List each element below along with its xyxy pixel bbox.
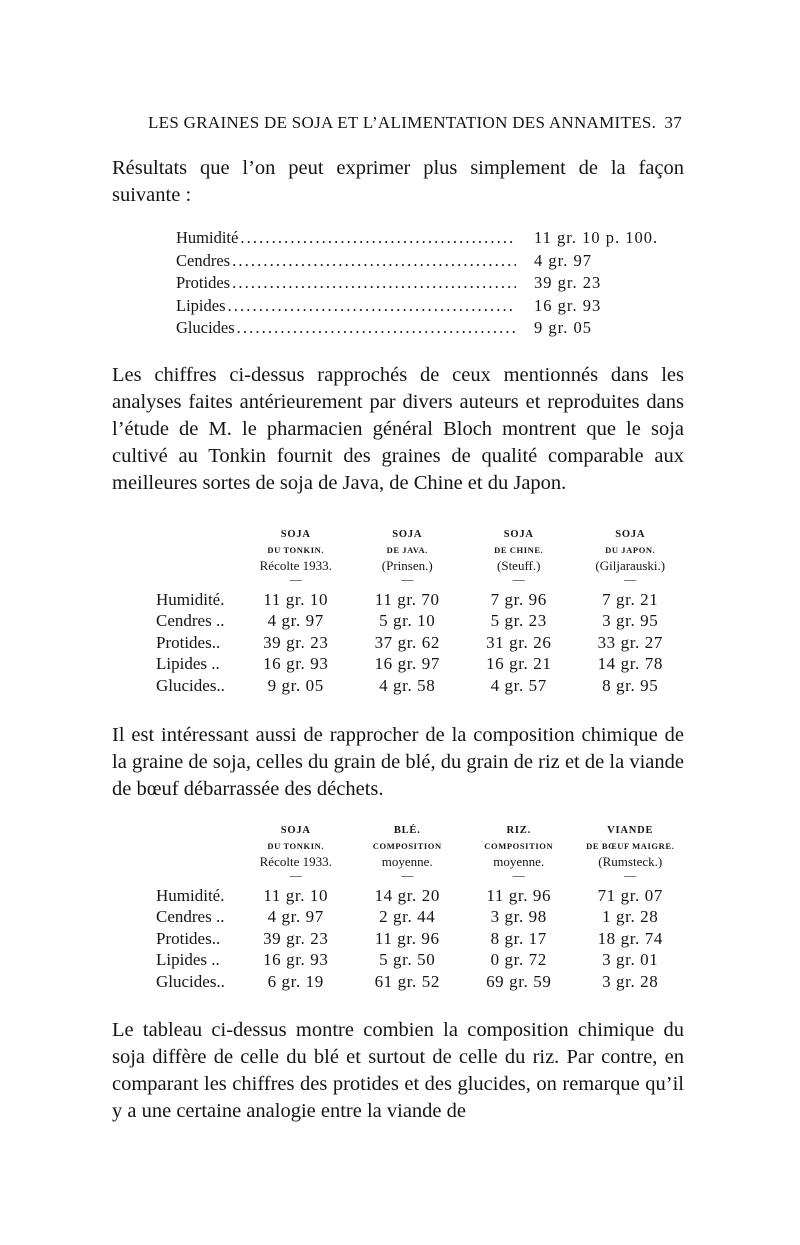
- table-row: [156, 633, 686, 655]
- column-source: moyenne.: [381, 854, 433, 869]
- table-row: [156, 972, 686, 994]
- column-source: moyenne.: [493, 854, 545, 869]
- dot-leader: [232, 272, 516, 295]
- table-cell: 61 gr. 52: [374, 971, 440, 991]
- running-header: [148, 113, 682, 133]
- column-header: [240, 823, 352, 880]
- column-title: SOJA: [280, 825, 311, 836]
- column-title: SOJA: [392, 529, 423, 540]
- column-dash: —: [289, 867, 302, 882]
- table-cell: 3 gr. 01: [602, 950, 659, 970]
- paragraph-conclusion: Le tableau ci-dessus montre combien la composition chimique du soja diffère de celle du blé et surtout de celle du riz. Par contre, en comparant les chiffres des protides et des glucides, on remarque qu’il y a une certaine analogie entre la viande de: [112, 1019, 684, 1122]
- column-title: SOJA: [503, 529, 534, 540]
- column-subtitle: DU TONKIN.: [267, 840, 325, 851]
- row-label: Cendres ..: [156, 611, 225, 631]
- table-cell: 5 gr. 23: [490, 611, 547, 631]
- dot-leader: [232, 250, 516, 273]
- table-cell: 11 gr. 10: [263, 589, 329, 609]
- list-label: Glucides: [176, 318, 235, 338]
- table-row: [156, 611, 686, 633]
- column-dash: —: [289, 571, 302, 586]
- dot-leader: [228, 295, 517, 318]
- table-cell: 14 gr. 78: [597, 654, 663, 674]
- list-value: 39 gr. 23: [534, 273, 602, 293]
- column-source: Récolte 1933.: [259, 854, 332, 869]
- column-dash: —: [401, 571, 414, 586]
- row-label: Glucides..: [156, 971, 225, 991]
- column-source: (Giljarauski.): [595, 558, 666, 573]
- table-row: [156, 654, 686, 676]
- column-header: [463, 823, 575, 880]
- column-title: VIANDE: [607, 825, 654, 836]
- paragraph-comparison: Les chiffres ci-dessus rapprochés de ceux mentionnés dans les analyses faites antérieurement par divers auteurs et reproduites dans l’étude de M. le pharmacien général Bloch montrent que le soja cultivé au Tonkin fournit des graines de qualité comparable aux meilleures sortes de soja de Java, de Chine et du Japon.: [112, 364, 684, 494]
- table-cell: 71 gr. 07: [597, 885, 663, 905]
- table-cell: 16 gr. 21: [486, 654, 552, 674]
- page-number: 37: [664, 113, 682, 132]
- table-cell: 37 gr. 62: [374, 632, 440, 652]
- table-cell: 8 gr. 17: [490, 928, 547, 948]
- table-row: [156, 929, 686, 951]
- column-source: (Prinsen.): [381, 558, 433, 573]
- row-label: Lipides ..: [156, 654, 220, 674]
- table-header-row: [156, 527, 686, 584]
- paragraph-interest: Il est intéressant aussi de rapprocher de la composition chimique de la graine de soja, celles du grain de blé, du grain de riz et de la viande de bœuf débarrassée des déchets.: [112, 724, 684, 800]
- list-row-cendres: [176, 250, 684, 273]
- list-row-lipides: [176, 295, 684, 318]
- list-label: Lipides: [176, 295, 226, 315]
- table-cell: 16 gr. 93: [263, 950, 329, 970]
- column-dash: —: [512, 867, 525, 882]
- table-cell: 4 gr. 57: [490, 675, 547, 695]
- dot-leader: [240, 227, 516, 250]
- soja-vs-foods-table: [156, 823, 686, 993]
- table-body: [156, 886, 686, 994]
- table-row: [156, 590, 686, 612]
- column-dash: —: [624, 867, 637, 882]
- table-cell: 5 gr. 10: [379, 611, 436, 631]
- column-title: RIZ.: [506, 825, 531, 836]
- column-source: Récolte 1933.: [259, 558, 332, 573]
- table-cell: 39 gr. 23: [263, 928, 329, 948]
- row-label: Protides..: [156, 928, 221, 948]
- table-cell: 1 gr. 28: [602, 907, 659, 927]
- table-cell: 6 gr. 19: [267, 971, 324, 991]
- list-row-humidite: [176, 227, 684, 250]
- column-subtitle: DU JAPON.: [605, 544, 656, 555]
- list-value: 11 gr. 10 p. 100.: [534, 228, 659, 247]
- column-header: [240, 527, 352, 584]
- table-cell: 3 gr. 98: [490, 907, 547, 927]
- table-cell: 18 gr. 74: [597, 928, 663, 948]
- table-cell: 31 gr. 26: [486, 632, 552, 652]
- column-source: (Rumsteck.): [598, 854, 663, 869]
- table-cell: 0 gr. 72: [490, 950, 547, 970]
- table-cell: 4 gr. 58: [379, 675, 436, 695]
- table-cell: 7 gr. 21: [602, 589, 659, 609]
- column-title: SOJA: [615, 529, 646, 540]
- row-label: Glucides..: [156, 675, 225, 695]
- column-subtitle: DE BŒUF MAIGRE.: [586, 840, 675, 851]
- list-label: Cendres: [176, 250, 231, 270]
- column-source: (Steuff.): [497, 558, 541, 573]
- column-title: BLÉ.: [393, 825, 421, 836]
- column-header: [463, 527, 575, 584]
- simple-composition-list: [176, 227, 684, 340]
- column-dash: —: [624, 571, 637, 586]
- table-cell: 14 gr. 20: [374, 885, 440, 905]
- column-subtitle: COMPOSITION: [372, 840, 442, 851]
- table-body: [156, 590, 686, 698]
- column-subtitle: COMPOSITION: [484, 840, 554, 851]
- row-label: Protides..: [156, 632, 221, 652]
- column-subtitle: DU TONKIN.: [267, 544, 325, 555]
- column-dash: —: [401, 867, 414, 882]
- list-value: 4 gr. 97: [534, 250, 592, 270]
- column-dash: —: [512, 571, 525, 586]
- table-row: [156, 886, 686, 908]
- running-title: LES GRAINES DE SOJA ET L’ALIMENTATION DES ANNAMITES.: [148, 113, 657, 132]
- list-row-protides: [176, 272, 684, 295]
- paragraph-intro: Résultats que l’on peut exprimer plus simplement de la façon suivante :: [112, 157, 684, 206]
- table-cell: 11 gr. 70: [374, 589, 440, 609]
- table-cell: 4 gr. 97: [267, 907, 324, 927]
- table-cell: 11 gr. 96: [486, 885, 552, 905]
- column-header: [352, 823, 464, 880]
- table-cell: 33 gr. 27: [597, 632, 663, 652]
- table-row: [156, 907, 686, 929]
- list-value: 9 gr. 05: [534, 318, 592, 338]
- table-cell: 8 gr. 95: [602, 675, 659, 695]
- table-cell: 11 gr. 96: [374, 928, 440, 948]
- table-cell: 16 gr. 97: [374, 654, 440, 674]
- column-title: SOJA: [280, 529, 311, 540]
- row-label: Humidité.: [156, 885, 225, 905]
- column-header: [352, 527, 464, 584]
- table-cell: 11 gr. 10: [263, 885, 329, 905]
- list-label: Protides: [176, 273, 231, 293]
- table-cell: 2 gr. 44: [379, 907, 436, 927]
- list-label: Humidité: [176, 228, 239, 247]
- column-header: [575, 823, 687, 880]
- dot-leader: [237, 317, 516, 340]
- row-label: Lipides ..: [156, 950, 220, 970]
- table-row: [156, 950, 686, 972]
- list-row-glucides: [176, 317, 684, 340]
- table-cell: 3 gr. 28: [602, 971, 659, 991]
- table-row: [156, 676, 686, 698]
- table-cell: 39 gr. 23: [263, 632, 329, 652]
- column-subtitle: DE JAVA.: [386, 544, 428, 555]
- table-header-row: [156, 823, 686, 880]
- table-cell: 7 gr. 96: [490, 589, 547, 609]
- row-label: Humidité.: [156, 589, 225, 609]
- column-header: [575, 527, 687, 584]
- table-cell: 5 gr. 50: [379, 950, 436, 970]
- table-cell: 16 gr. 93: [263, 654, 329, 674]
- column-subtitle: DE CHINE.: [494, 544, 544, 555]
- table-cell: 9 gr. 05: [267, 675, 324, 695]
- soja-origins-table: [156, 527, 686, 697]
- row-label: Cendres ..: [156, 907, 225, 927]
- list-value: 16 gr. 93: [534, 295, 602, 315]
- table-cell: 4 gr. 97: [267, 611, 324, 631]
- table-cell: 3 gr. 95: [602, 611, 659, 631]
- table-cell: 69 gr. 59: [486, 971, 552, 991]
